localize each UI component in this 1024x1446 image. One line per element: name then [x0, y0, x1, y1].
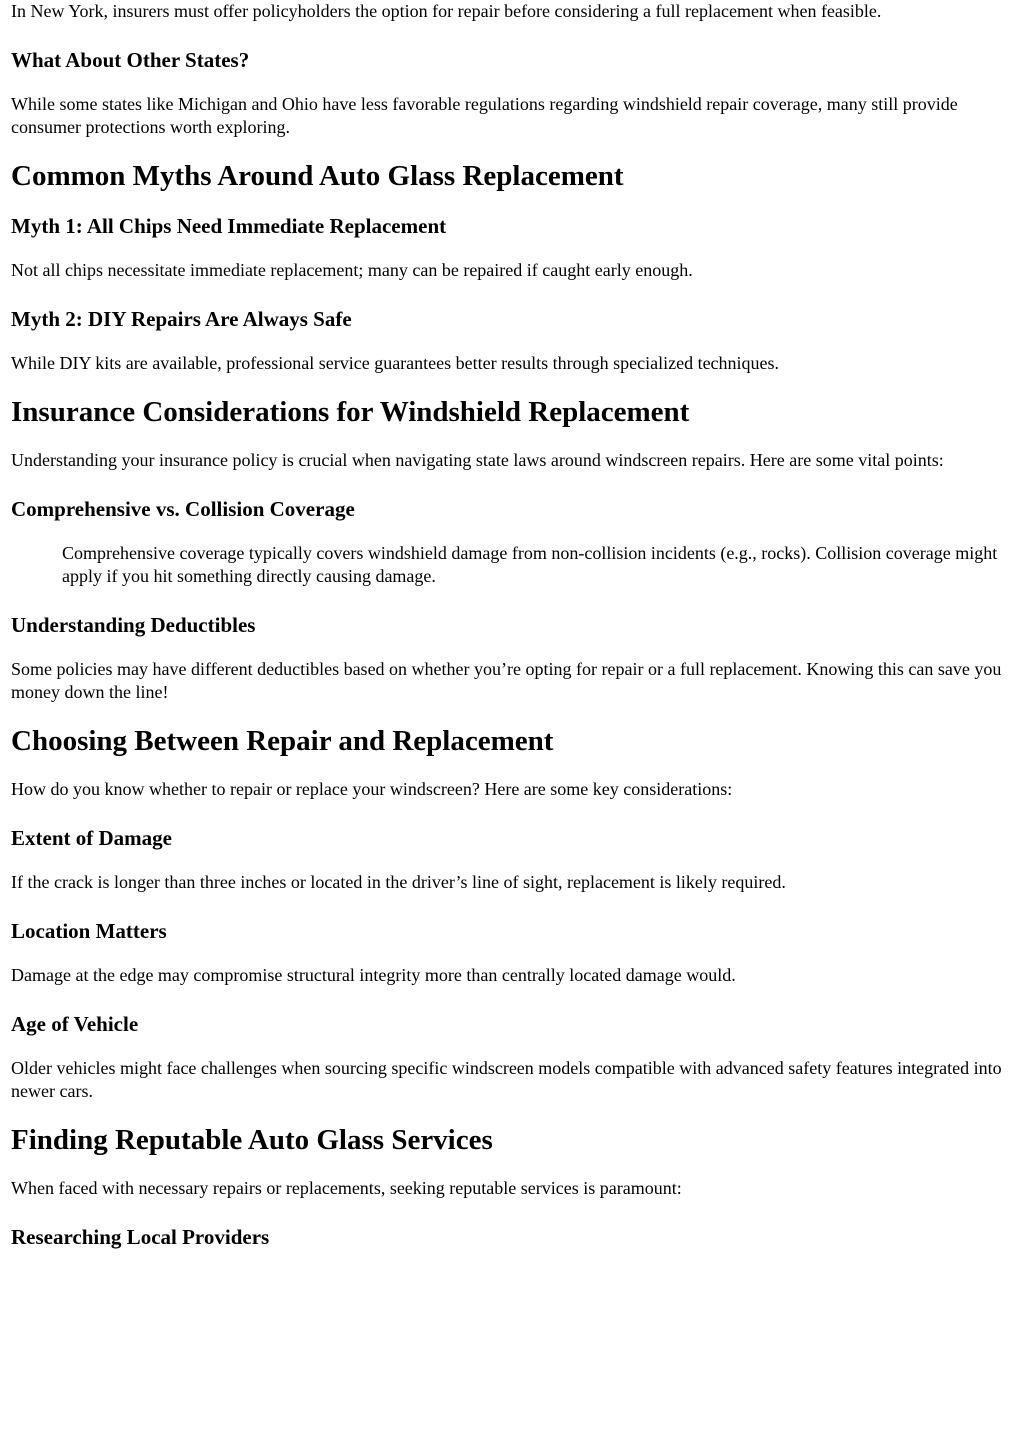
paragraph-extent-of-damage: If the crack is longer than three inches or located in the driver’s line of sight, replacement is likely required.: [11, 872, 786, 892]
blockquote-coverage-types: Comprehensive coverage typically covers windshield damage from non-collision incidents (e.g., rocks). Collision coverage might apply if you hit something directly causing damage.: [62, 543, 998, 586]
paragraph-finding-services: When faced with necessary repairs or replacements, seeking reputable services is paramount:: [11, 1178, 682, 1198]
heading-researching-providers: Researching Local Providers: [11, 1225, 270, 1249]
heading-location-matters: Location Matters: [11, 919, 167, 943]
paragraph-deductibles: Some policies may have different deductibles based on whether you’re opting for repair or a full replacement. Knowing this can save you money down the line!: [11, 659, 1002, 702]
paragraph-myth-1: Not all chips necessitate immediate replacement; many can be repaired if caught early enough.: [11, 260, 693, 280]
heading-other-states: What About Other States?: [11, 48, 250, 72]
paragraph-location-matters: Damage at the edge may compromise structural integrity more than centrally located damage would.: [11, 965, 736, 985]
heading-repair-vs-replacement: Choosing Between Repair and Replacement: [11, 725, 554, 757]
paragraph-other-states: While some states like Michigan and Ohio have less favorable regulations regarding windshield repair coverage, many still provide consumer protections worth exploring.: [11, 94, 958, 137]
paragraph-age-of-vehicle: Older vehicles might face challenges when sourcing specific windscreen models compatible with advanced safety features integrated into newer cars.: [11, 1058, 1002, 1101]
heading-myth-1: Myth 1: All Chips Need Immediate Replacement: [11, 214, 447, 238]
paragraph-new-york-repair-option: In New York, insurers must offer policyholders the option for repair before considering a full replacement when feasible.: [11, 1, 882, 21]
heading-finding-services: Finding Reputable Auto Glass Services: [11, 1124, 493, 1156]
paragraph-myth-2: While DIY kits are available, professional service guarantees better results through specialized techniques.: [11, 353, 780, 373]
heading-myth-2: Myth 2: DIY Repairs Are Always Safe: [11, 307, 352, 331]
paragraph-repair-intro: How do you know whether to repair or replace your windscreen? Here are some key considerations:: [11, 779, 733, 799]
paragraph-insurance-intro: Understanding your insurance policy is crucial when navigating state laws around windscreen repairs. Here are some vital points:: [11, 450, 944, 470]
heading-understanding-deductibles: Understanding Deductibles: [11, 613, 256, 637]
heading-age-of-vehicle: Age of Vehicle: [11, 1012, 139, 1036]
heading-extent-of-damage: Extent of Damage: [11, 826, 172, 850]
heading-common-myths: Common Myths Around Auto Glass Replacement: [11, 160, 624, 192]
heading-comprehensive-vs-collision: Comprehensive vs. Collision Coverage: [11, 497, 355, 521]
heading-insurance-considerations: Insurance Considerations for Windshield Replacement: [11, 396, 690, 428]
